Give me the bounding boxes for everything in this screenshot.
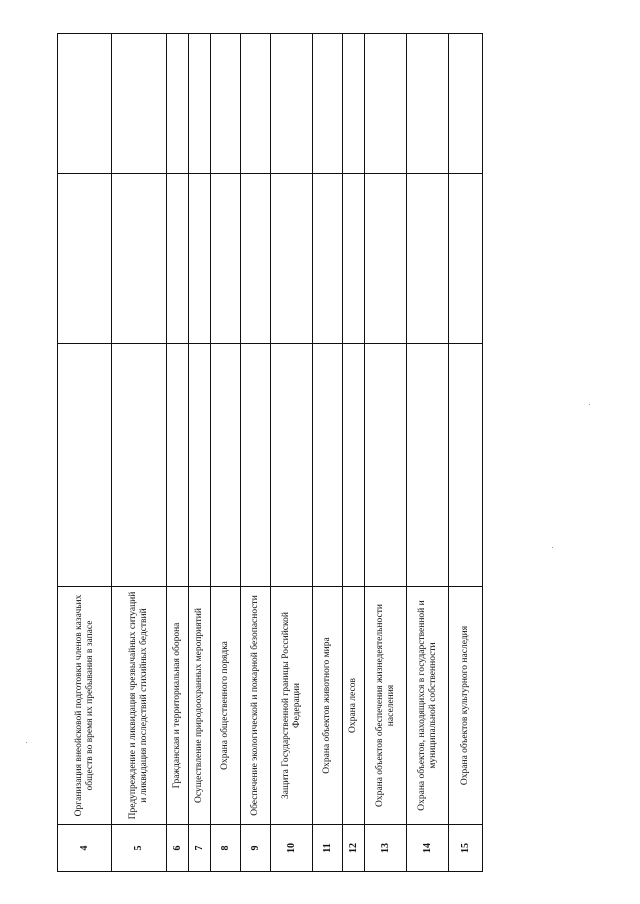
activity-name: Организация внеойсковой подготовки членов казачьих обществ во время их пребывания в запасе (58, 587, 112, 825)
empty-cell (271, 34, 313, 174)
activity-name: Осуществление природоохранных мероприятий (189, 587, 211, 825)
empty-cell (189, 34, 211, 174)
row-number: 7 (189, 825, 211, 872)
row-number: 9 (241, 825, 271, 872)
activity-name: Охрана объектов обеспечения жизнедеятельности населения (365, 587, 407, 825)
row-number: 14 (407, 825, 449, 872)
empty-cell (365, 34, 407, 174)
table-row (58, 34, 112, 872)
empty-cell (313, 34, 343, 174)
empty-cell (313, 344, 343, 587)
table-row (189, 34, 211, 872)
empty-cell (407, 174, 449, 344)
row-number: 4 (58, 825, 112, 872)
empty-cell (365, 174, 407, 344)
data-table (57, 33, 483, 872)
empty-cell (112, 34, 167, 174)
empty-cell (449, 344, 483, 587)
empty-cell (58, 174, 112, 344)
row-number: 13 (365, 825, 407, 872)
empty-cell (313, 174, 343, 344)
empty-cell (271, 344, 313, 587)
empty-cell (211, 34, 241, 174)
empty-cell (189, 174, 211, 344)
table-row (343, 34, 365, 872)
table-row (112, 34, 167, 872)
row-number: 15 (449, 825, 483, 872)
row-number: 10 (271, 825, 313, 872)
table-row (407, 34, 449, 872)
empty-cell (343, 34, 365, 174)
empty-cell (449, 34, 483, 174)
empty-cell (271, 174, 313, 344)
activity-name: Защита Государственной границы Российской Федерации (271, 587, 313, 825)
empty-cell (449, 174, 483, 344)
activity-name: Охрана объектов, находящихся в государственной и муниципальной собственности (407, 587, 449, 825)
empty-cell (167, 174, 189, 344)
activity-name: Охрана объектов культурного наследия (449, 587, 483, 825)
table-row (313, 34, 343, 872)
table-body (58, 34, 483, 872)
rotated-table-page (57, 34, 471, 872)
row-number: 6 (167, 825, 189, 872)
empty-cell (211, 344, 241, 587)
table-row (167, 34, 189, 872)
empty-cell (343, 344, 365, 587)
table-row (365, 34, 407, 872)
scan-speck (26, 742, 27, 743)
row-number: 11 (313, 825, 343, 872)
empty-cell (241, 34, 271, 174)
activity-name: Гражданская и территориальная оборона (167, 587, 189, 825)
empty-cell (407, 344, 449, 587)
empty-cell (58, 34, 112, 174)
empty-cell (241, 344, 271, 587)
empty-cell (343, 174, 365, 344)
empty-cell (407, 34, 449, 174)
scan-speck (552, 547, 553, 548)
table-row (241, 34, 271, 872)
empty-cell (167, 34, 189, 174)
empty-cell (112, 344, 167, 587)
empty-cell (112, 174, 167, 344)
row-number: 12 (343, 825, 365, 872)
table-row (449, 34, 483, 872)
empty-cell (211, 174, 241, 344)
activity-name: Охрана объектов животного мира (313, 587, 343, 825)
activity-name: Охрана лесов (343, 587, 365, 825)
empty-cell (365, 344, 407, 587)
row-number: 5 (112, 825, 167, 872)
activity-name: Обеспечение экологической и пожарной безопасности (241, 587, 271, 825)
activity-name: Предупреждение и ликвидация чрезвычайных ситуаций и ликвидация последствий стихийных бедствий (112, 587, 167, 825)
scan-speck (589, 404, 590, 405)
table-row (211, 34, 241, 872)
row-number: 8 (211, 825, 241, 872)
empty-cell (189, 344, 211, 587)
empty-cell (167, 344, 189, 587)
empty-cell (58, 344, 112, 587)
empty-cell (241, 174, 271, 344)
table-row (271, 34, 313, 872)
activity-name: Охрана общественного порядка (211, 587, 241, 825)
